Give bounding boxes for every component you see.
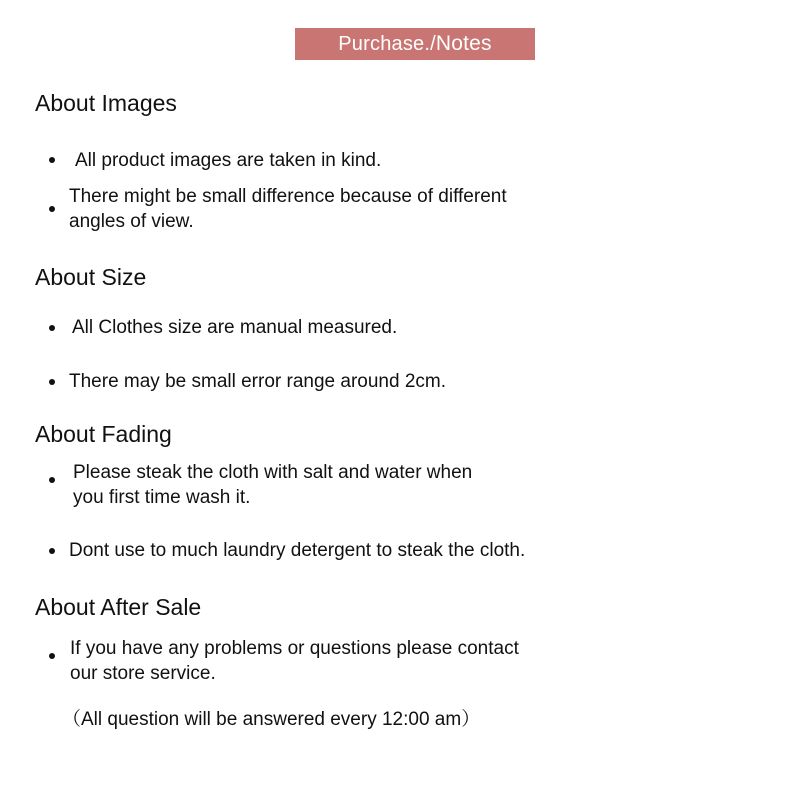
list-item-text: All Clothes size are manual measured. — [72, 317, 398, 338]
bullet-icon — [49, 379, 55, 385]
section-heading-images: About Images — [35, 90, 177, 116]
section-heading-size: About Size — [35, 264, 147, 290]
list-item — [75, 148, 381, 173]
list-item-text: All product images are taken in kind. — [75, 150, 382, 171]
bullet-icon — [49, 477, 55, 483]
list-item — [69, 184, 507, 234]
bullet-icon — [49, 548, 55, 554]
list-item — [72, 315, 397, 340]
list-item — [69, 538, 525, 563]
bullet-icon — [49, 653, 55, 659]
page-title-banner — [295, 28, 535, 60]
list-item-text-continued: angles of view. — [69, 211, 194, 232]
list-item-text: There may be small error range around 2cm. — [69, 371, 446, 392]
list-item — [73, 460, 472, 510]
bullet-icon — [49, 325, 55, 331]
list-item-text: If you have any problems or questions please contact — [70, 638, 519, 659]
list-item-text: There might be small difference because of different — [69, 186, 507, 207]
list-item — [70, 636, 519, 686]
list-item-text: Dont use to much laundry detergent to steak the cloth. — [69, 540, 526, 561]
service-hours-note: （All question will be answered every 12:00 am） — [62, 709, 481, 730]
section-heading-after-sale: About After Sale — [35, 594, 202, 620]
bullet-icon — [49, 157, 55, 163]
page-title-part1: Purchase./ — [338, 32, 436, 55]
list-item — [69, 369, 446, 394]
section-heading-fading: About Fading — [35, 421, 172, 447]
list-item-text-continued: our store service. — [70, 663, 216, 684]
list-item-text: Please steak the cloth with salt and water when — [73, 462, 473, 483]
list-item-text-continued: you first time wash it. — [73, 487, 251, 508]
bullet-icon — [49, 206, 55, 212]
page-title-part2: Notes — [435, 32, 492, 55]
